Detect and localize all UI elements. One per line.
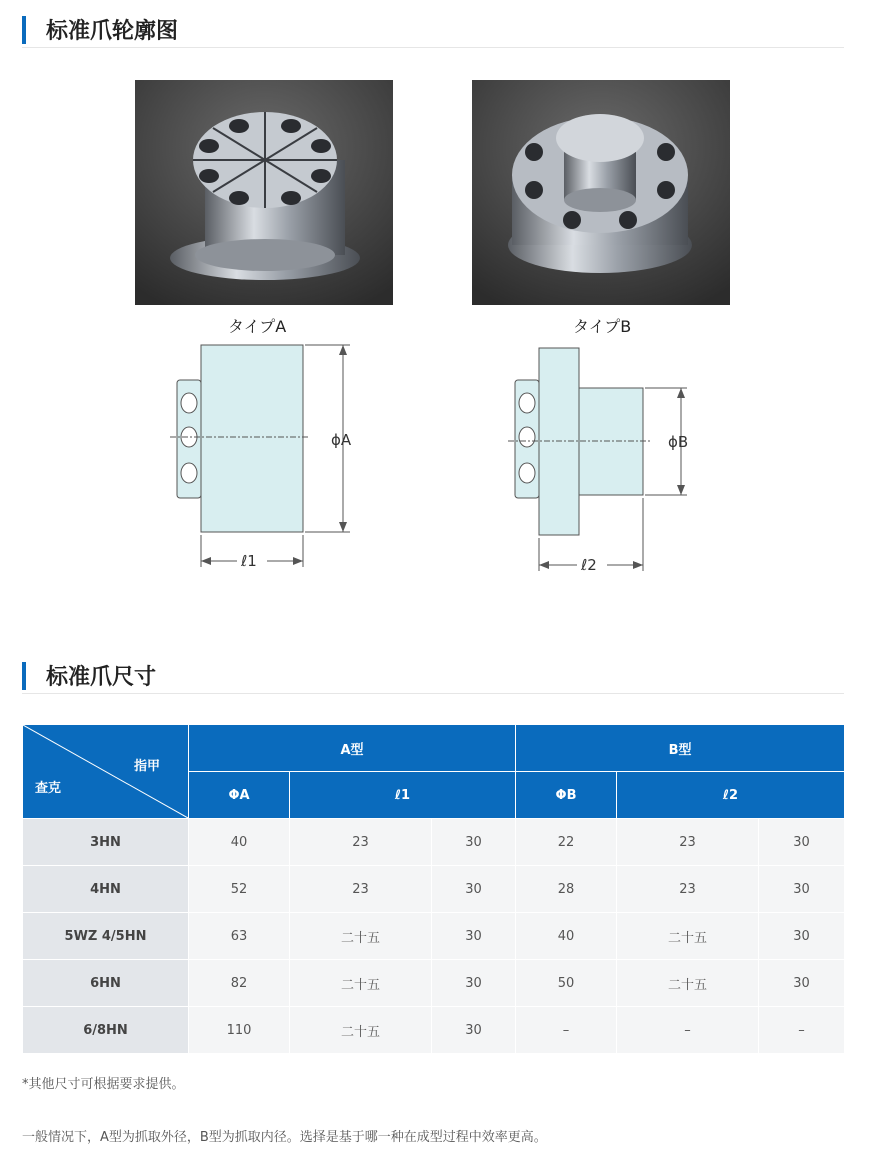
cell-phi-a: 63 [189,913,290,960]
section-heading-size [22,652,844,694]
cell-l2-a: – [617,1007,759,1054]
cell-l1-b: 30 [432,819,516,866]
jaw-size-table [22,724,845,1054]
row-name: 4HN [23,866,189,913]
cell-l1-b: 30 [432,913,516,960]
section-heading-profile [22,6,844,48]
row-name: 3HN [23,819,189,866]
cell-phi-b: 50 [516,960,617,1007]
cell-phi-a: 82 [189,960,290,1007]
photo-type-b [472,80,730,305]
photo-type-a [135,80,393,305]
row-name: 5WZ 4/5HN [23,913,189,960]
corner-top-label: 指甲 [133,759,160,774]
heading-accent-bar [22,16,26,44]
cell-phi-b: 40 [516,913,617,960]
row-name: 6HN [23,960,189,1007]
section-title-size: 标准爪尺寸 [46,665,157,690]
cell-l1-b: 30 [432,960,516,1007]
group-header-a: A型 [189,725,516,772]
cell-phi-a: 40 [189,819,290,866]
section-title-profile: 标准爪轮廓图 [46,19,179,44]
table-corner-header [23,725,189,819]
footnote-usage: 一般情况下，A型为抓取外径，B型为抓取内径。选择是基于哪一种在成型过程中效率更高。 [22,1130,547,1145]
table-row [23,819,845,866]
dim-l1: ℓ1 [241,552,257,570]
heading-accent-bar [22,662,26,690]
cell-l2-a: 二十五 [617,913,759,960]
cell-l1-a: 23 [290,866,432,913]
col-header-l1: ℓ1 [290,772,516,819]
dim-phi-b: ϕB [668,433,689,451]
cell-phi-b: – [516,1007,617,1054]
cell-l2-a: 23 [617,819,759,866]
cell-phi-a: 52 [189,866,290,913]
cell-l2-b: 30 [759,819,845,866]
row-name: 6/8HN [23,1007,189,1054]
type-b-label: タイプB [573,317,632,336]
col-header-phi-b: ΦB [516,772,617,819]
cell-l2-a: 二十五 [617,960,759,1007]
cell-phi-b: 22 [516,819,617,866]
table-row [23,960,845,1007]
cell-l1-b: 30 [432,1007,516,1054]
cell-l1-a: 二十五 [290,1007,432,1054]
table-row [23,913,845,960]
group-header-b: B型 [516,725,845,772]
cell-l2-b: 30 [759,866,845,913]
cell-l2-a: 23 [617,866,759,913]
dim-phi-a: ϕA [331,431,352,449]
cell-phi-a: 110 [189,1007,290,1054]
cell-l1-a: 二十五 [290,960,432,1007]
cell-l1-b: 30 [432,866,516,913]
corner-bottom-label: 查克 [35,781,62,796]
dim-l2: ℓ2 [581,556,597,574]
drawing-type-b [505,335,725,585]
cell-l2-b: – [759,1007,845,1054]
cell-l1-a: 23 [290,819,432,866]
cell-l1-a: 二十五 [290,913,432,960]
footnote-sizes: *其他尺寸可根据要求提供。 [22,1077,185,1092]
cell-l2-b: 30 [759,960,845,1007]
cell-phi-b: 28 [516,866,617,913]
table-row [23,1007,845,1054]
table-row [23,866,845,913]
drawing-type-a [165,335,385,585]
type-a-label: タイプA [228,317,287,336]
cell-l2-b: 30 [759,913,845,960]
col-header-phi-a: ΦA [189,772,290,819]
col-header-l2: ℓ2 [617,772,845,819]
